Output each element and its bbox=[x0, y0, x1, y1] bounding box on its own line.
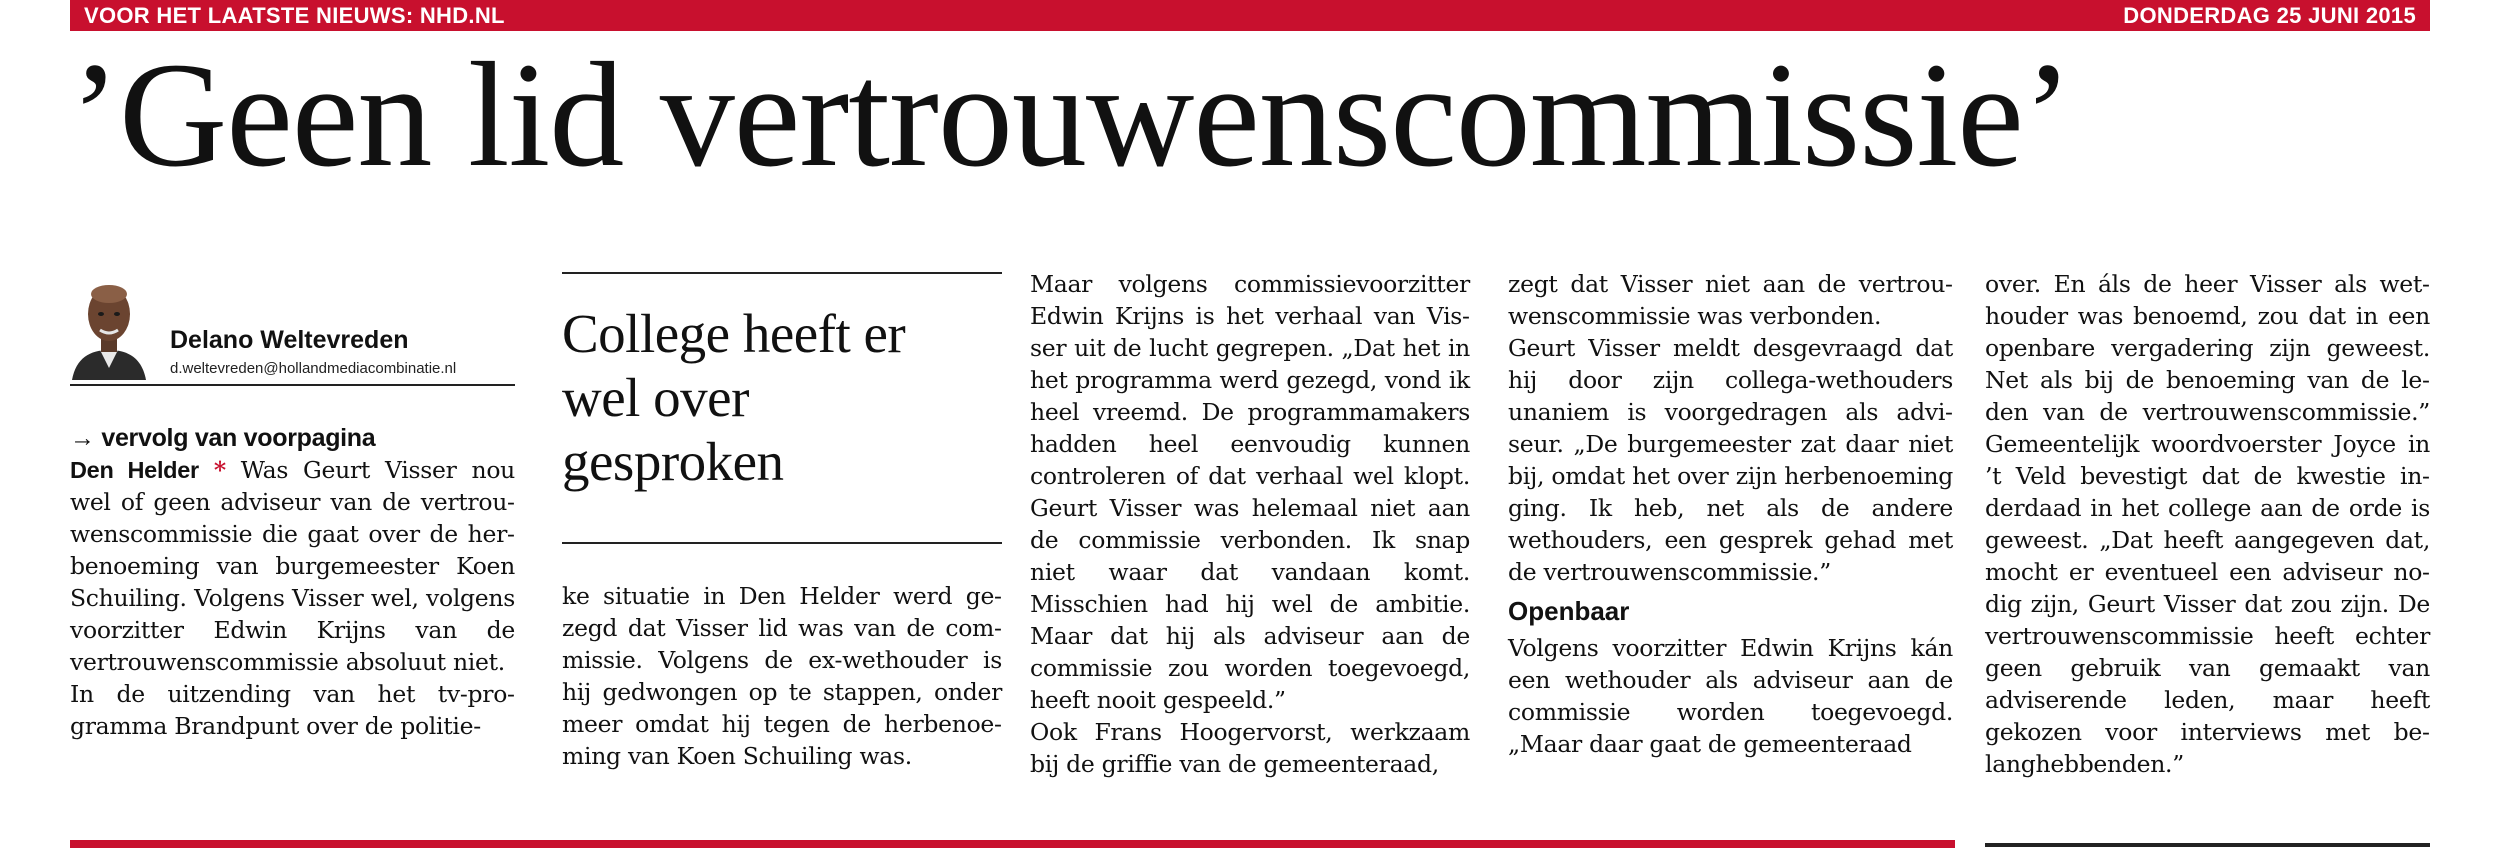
pull-quote bbox=[562, 272, 1002, 544]
paragraph: Ook Frans Hoogervorst, werkzaam bij de griffie van de gemeenteraad, bbox=[1030, 718, 1470, 778]
subheading: Openbaar bbox=[1508, 596, 1630, 626]
author-avatar bbox=[70, 272, 148, 380]
publication-date: DONDERDAG 25 JUNI 2015 bbox=[2123, 2, 2416, 28]
continued-from-front-link[interactable]: → vervolg van voorpagina bbox=[70, 424, 376, 452]
paragraph: Was Geurt Visser nou wel of geen adviseur van de vertrouwenscommissie die gaat over de herbenoeming van burgemeester Koen Schuiling. Volgens Visser wel, volgens voorzitter Edwin Krijns van de vertrouwenscommissie absoluut niet. bbox=[70, 456, 516, 676]
headline: ’Geen lid vertrouwenscommissie’ bbox=[70, 32, 2072, 198]
pull-quote-text: College heeft er wel over gesproken bbox=[562, 303, 906, 492]
paragraph: Geurt Visser meldt desgevraagd dat hij door zijn collega-wethouders unaniem is voorgedragen als adviseur. „De burgemeester zat daar niet bij, omdat het over zijn herbenoeming ging. Ik heb, net als de andere wethouders, een gesprek gehad met de vertrouwenscommissie.” bbox=[1508, 334, 1953, 586]
paragraph: Volgens voorzitter Edwin Krijns kán een wethouder als adviseur aan de commissie worden toegevoegd. „Maar daar gaat de gemeenteraad bbox=[1508, 634, 1953, 758]
dateline-star-icon: * bbox=[213, 456, 226, 484]
bottom-divider-right bbox=[1985, 843, 2430, 847]
article-column-1 bbox=[70, 422, 515, 742]
byline bbox=[70, 270, 515, 386]
paragraph: Maar volgens commissievoorzitter Edwin Krijns is het verhaal van Visser uit de lucht gegrepen. „Dat het in het programma werd gezegd, vond ik heel vreemd. De programmamakers hadden heel eenvoudig kunnen controleren of dat verhaal wel klopt. Geurt Visser was helemaal niet aan de commissie verbonden. Ik snap niet waar dat vandaan komt. Misschien had hij wel de ambitie. Maar dat hij als adviseur aan de commissie zou worden toegevoegd, heeft nooit gespeeld.” bbox=[1030, 270, 1470, 714]
paragraph: In de uitzending van het tv-programma Brandpunt over de politie- bbox=[70, 680, 515, 740]
bottom-divider bbox=[70, 840, 1955, 848]
article-column-2 bbox=[562, 580, 1002, 772]
paragraph: over. En áls de heer Visser als wethouder was benoemd, zou dat in een openbare vergadering zijn geweest. Net als bij de benoeming van de leden van de vertrouwenscommissie.” Gemeentelijk woordvoerster Joyce in ’t Veld bevestigt dat de kwestie inderdaad in het college aan de orde is geweest. „Dat heeft aangegeven dat, mocht er eventueel een adviseur nodig zijn, Geurt Visser dat zou zijn. De vertrouwenscommissie heeft echter geen gebruik van gemaakt van adviserende leden, maar heeft gekozen voor interviews met belanghebbenden.” bbox=[1985, 270, 2430, 778]
article-column-4 bbox=[1508, 268, 1953, 760]
author-name: Delano Weltevreden bbox=[170, 326, 409, 354]
top-banner bbox=[70, 0, 2430, 31]
author-email[interactable]: d.weltevreden@hollandmediacombinatie.nl bbox=[170, 360, 457, 377]
paragraph: zegt dat Visser niet aan de vertrouwenscommissie was verbonden. bbox=[1508, 270, 1953, 330]
article-column-3 bbox=[1030, 268, 1470, 780]
article-column-5 bbox=[1985, 268, 2430, 780]
site-link[interactable]: VOOR HET LAATSTE NIEUWS: NHD.NL bbox=[84, 2, 505, 28]
paragraph: ke situatie in Den Helder werd gezegd dat Visser lid was van de commissie. Volgens de ex-wethouder is hij gedwongen op te stappen, onder meer omdat hij tegen de herbenoeming van Koen Schuiling was. bbox=[562, 582, 1002, 770]
dateline: Den Helder bbox=[70, 457, 199, 483]
